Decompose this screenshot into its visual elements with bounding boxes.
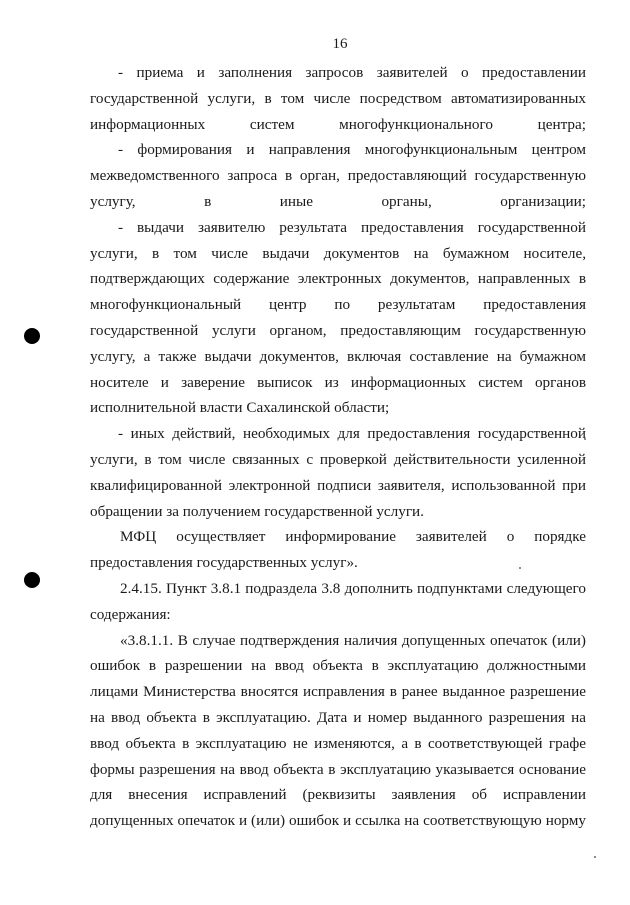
paragraph: МФЦ осуществляет информирование заявителей о порядке предоставления государственных услуг».: [90, 528, 586, 572]
scan-speck: [594, 856, 596, 858]
paragraph: - приема и заполнения запросов заявителей о предоставлении государственной услуги, в том числе посредством автоматизированных информационных систем многофункционального центра;: [90, 64, 586, 133]
paragraph: - формирования и направления многофункциональным центром межведомственного запроса в орган, предоставляющий государственную услугу, в иные органы, организации;: [90, 141, 586, 210]
paragraph: - выдачи заявителю результата предоставления государственной услуги, в том числе выдачи документов на бумажном носителе, подтверждающих содержание электронных документов, направленных в многофункциональный центр по результатам предоставления государственной услуги органом, предоставляющим государственную услугу, а также выдачи документов, включая составление на бумажном носителе и заверение выписок из информационных систем органов исполнительной власти Сахалинской области;: [90, 218, 586, 417]
punch-hole: [24, 328, 40, 344]
document-body: [90, 60, 586, 834]
paragraph: «3.8.1.1. В случае подтверждения наличия допущенных опечаток (или) ошибок в разрешении на ввод объекта в эксплуатацию должностными лицами Министерства вносятся исправления в ранее выданное разрешение на ввод объекта в эксплуатацию. Дата и номер выданного разрешения на ввод объекта в эксплуатацию не изменяются, а в соответствующей графе формы разрешения на ввод объекта в эксплуатацию указывается основание для внесения исправлений (реквизиты заявления об исправлении допущенных опечаток и (или) ошибок и ссылка на соответствующую норму: [90, 631, 586, 830]
punch-hole: [24, 572, 40, 588]
paragraph: 2.4.15. Пункт 3.8.1 подраздела 3.8 дополнить подпунктами следующего содержания:: [90, 579, 586, 623]
paragraph: - иных действий, необходимых для предоставления государственной услуги, в том числе связанных с проверкой действительности усиленной квалифицированной электронной подписи заявителя, использованной при обращении за получением государственной услуги.: [90, 425, 586, 520]
page-number: 16: [332, 36, 348, 52]
